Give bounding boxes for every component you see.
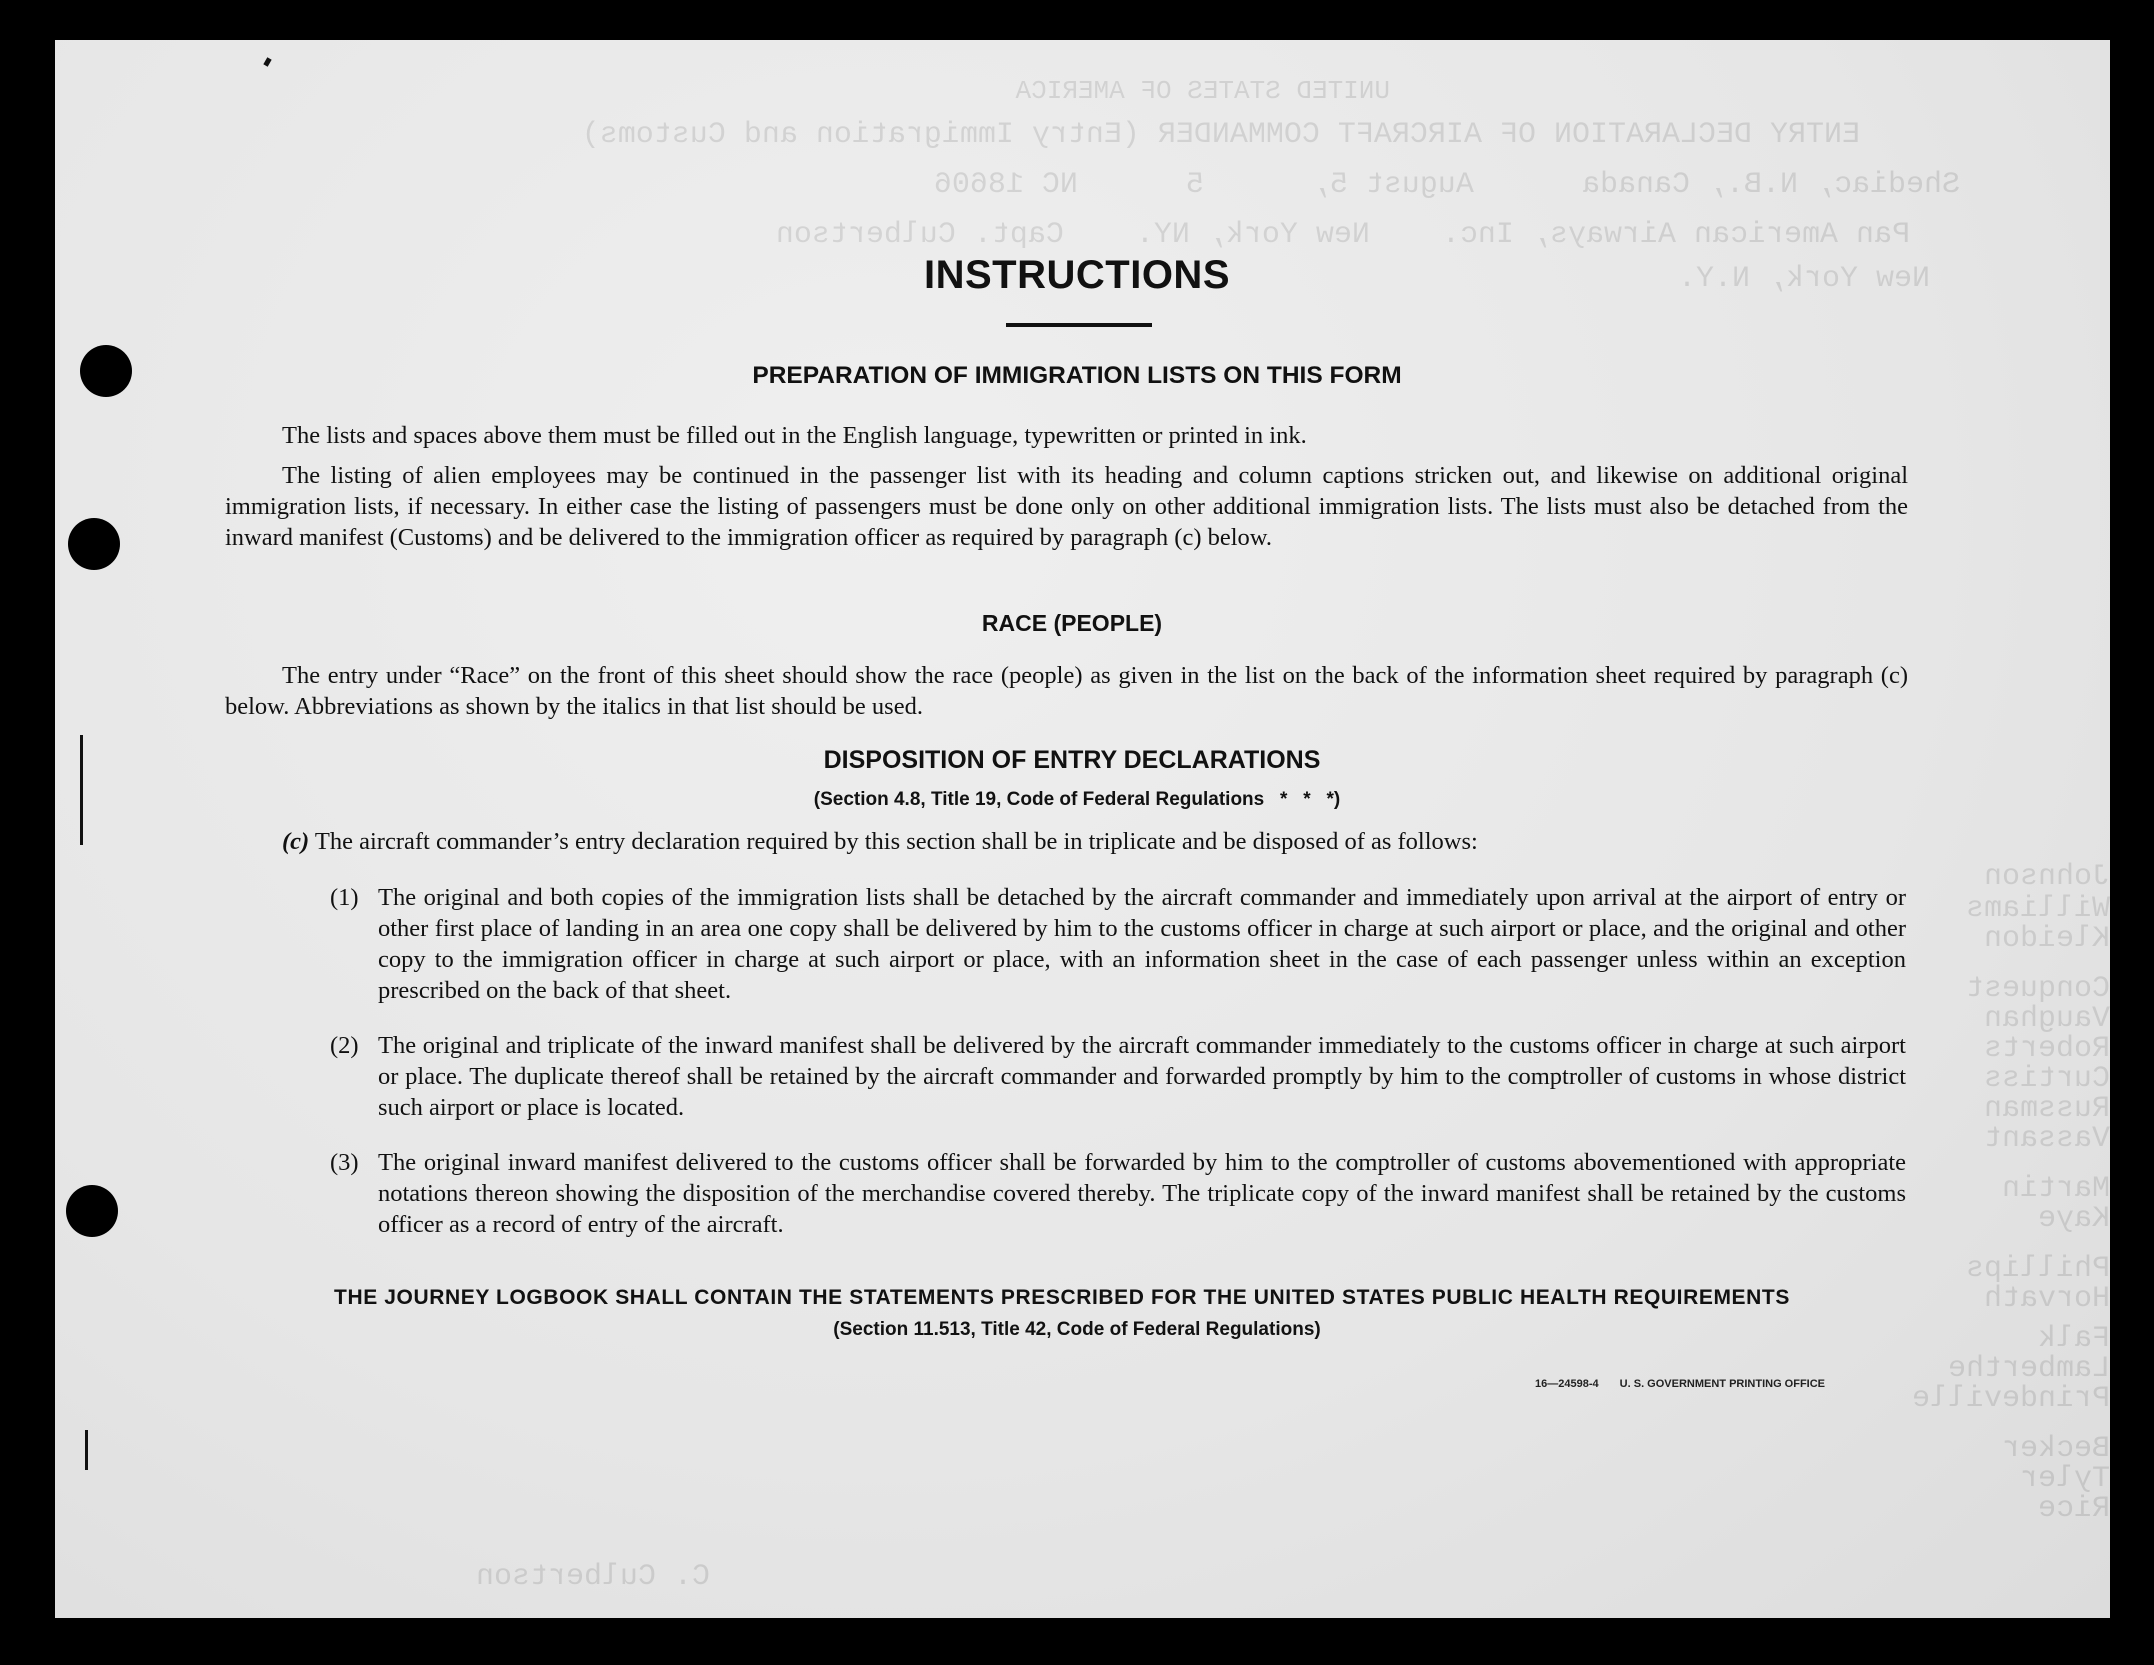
list-item	[330, 1030, 1906, 1123]
document-title: INSTRUCTIONS	[924, 253, 1230, 297]
section-heading-disposition: DISPOSITION OF ENTRY DECLARATIONS	[823, 746, 1321, 774]
list-item-text: The original inward manifest delivered to the customs officer shall be forwarded by him to the comptroller of customs abovementioned with appropriate notations thereon showing the disposition of the merchandise covered thereby. The triplicate copy of the inward manifest shall be retained by the customs officer as a record of entry of the aircraft.	[378, 1149, 1906, 1238]
paragraph-listing: The listing of alien employees may be continued in the passenger list with its heading and column captions stricken out, and likewise on additional original immigration lists, if necessary. In either case the listing of passengers must be done only on other additional immigration lists. The lists must also be detached from the inward manifest (Customs) and be delivered to the immigration officer as required by paragraph (c) below.	[225, 462, 1908, 551]
paragraph-disposition-intro	[282, 826, 1932, 857]
bleed-line: Rice	[2037, 1492, 2110, 1526]
bleed-line: New York, N.Y.	[1677, 262, 1930, 296]
imprint-code: 16—24598-4	[1535, 1378, 1599, 1390]
paragraph-race: The entry under “Race” on the front of this sheet should show the race (people) as given in the list on the back of the information sheet required by paragraph (c) below. Abbreviations as shown by the italics in that list should be used.	[225, 662, 1908, 720]
bleed-line: Kleidon	[1983, 922, 2110, 956]
list-item	[330, 882, 1906, 1006]
list-item-number: (1)	[330, 884, 359, 911]
list-item-number: (2)	[330, 1032, 359, 1059]
bleed-line: Prindeville	[1911, 1382, 2110, 1416]
bleed-line: Vassant	[1983, 1122, 2110, 1156]
bleed-line: Conquest	[1965, 972, 2110, 1006]
bleed-line: C. Culbertson	[475, 1560, 710, 1594]
title-underline	[1006, 323, 1152, 327]
list-item-number: (3)	[330, 1149, 359, 1176]
section-heading-preparation: PREPARATION OF IMMIGRATION LISTS ON THIS FORM	[752, 362, 1402, 389]
bleed-line: UNITED STATES OF AMERICA	[1015, 76, 1390, 106]
section-heading-race: RACE (PEOPLE)	[981, 610, 1163, 636]
punch-hole	[66, 1185, 118, 1237]
footer-citation: (Section 11.513, Title 42, Code of Federal Regulations)	[833, 1319, 1321, 1340]
printing-office-imprint	[1535, 1378, 1843, 1390]
footer-statement: THE JOURNEY LOGBOOK SHALL CONTAIN THE STATEMENTS PRESCRIBED FOR THE UNITED STATES PUBLIC HEALTH REQUIREMENTS	[334, 1286, 1790, 1309]
imprint-office: U. S. GOVERNMENT PRINTING OFFICE	[1619, 1378, 1826, 1390]
punch-hole	[68, 518, 120, 570]
bleed-line: Roberts	[1983, 1032, 2110, 1066]
bleed-line: Becker	[2001, 1432, 2110, 1466]
bleed-line: Lamberthe	[1947, 1352, 2110, 1386]
bleed-line: Martin	[2001, 1172, 2110, 1206]
intro-text: The aircraft commander’s entry declaration required by this section shall be in triplicate and be disposed of as follows:	[314, 828, 1478, 855]
paragraph-language: The lists and spaces above them must be filled out in the English language, typewritten or printed in ink.	[282, 422, 1307, 449]
bleed-line: Russman	[1983, 1092, 2110, 1126]
list-item-text: The original and both copies of the immigration lists shall be detached by the aircraft commander and immediately upon arrival at the airport of entry or other first place of landing in an area one copy shall be delivered by him to the customs officer in charge at such airport or place, and the original and other copy to the immigration officer in charge at such airport or place, with an information sheet in the case of each passenger unless within an exception prescribed on the back of that sheet.	[378, 884, 1906, 1004]
bleed-line: Horvath	[1983, 1282, 2110, 1316]
section-subheading-disposition: (Section 4.8, Title 19, Code of Federal Regulations * * *)	[813, 789, 1341, 810]
bleed-line: Kaye	[2037, 1202, 2110, 1236]
list-item-text: The original and triplicate of the inward manifest shall be delivered by the aircraft commander immediately to the customs officer in charge at such airport or place. The duplicate thereof shall be retained by the aircraft commander and forwarded promptly by him to the comptroller of customs in whose district such airport or place is located.	[378, 1032, 1906, 1121]
bleed-line: Shediac, N.B., Canada August 5, 5 NC 18606	[933, 168, 1960, 202]
bleed-line: Pan American Airways, Inc. New York, NY. Capt. Culbertson	[775, 218, 1910, 252]
intro-marker: (c)	[282, 828, 310, 855]
bleed-line: Vaughan	[1983, 1002, 2110, 1036]
list-item	[330, 1147, 1906, 1240]
bleed-line: Falk	[2037, 1322, 2110, 1356]
bleed-line: ENTRY DECLARATION OF AIRCRAFT COMMANDER (Entry Immigration and Customs)	[581, 118, 1860, 152]
bleed-line: Williams	[1965, 892, 2110, 926]
stray-mark	[85, 1430, 88, 1470]
bleed-line: Phillips	[1965, 1252, 2110, 1286]
bleed-line: Curtiss	[1983, 1062, 2110, 1096]
bleed-line: Johnson	[1983, 860, 2110, 894]
bleed-line: Tyler	[2019, 1462, 2110, 1496]
